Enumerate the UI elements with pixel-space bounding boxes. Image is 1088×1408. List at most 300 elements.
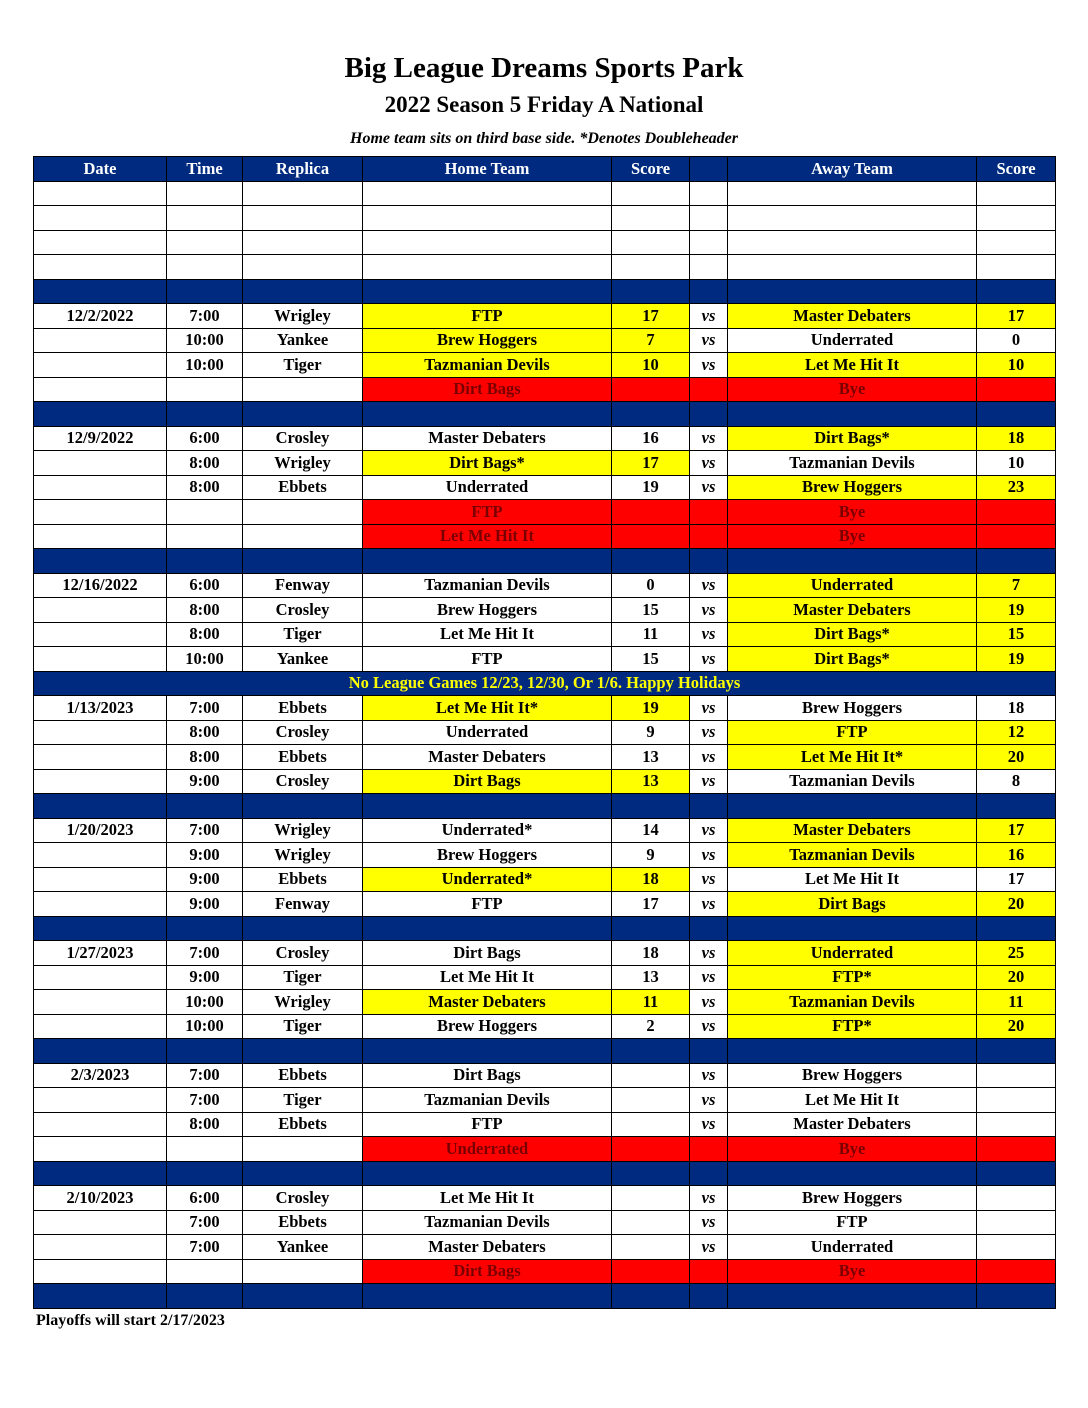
empty-cell — [167, 230, 243, 255]
vs-cell — [690, 377, 728, 402]
away-team-cell: Brew Hoggers — [728, 1186, 977, 1211]
separator-cell — [690, 1039, 728, 1064]
away-team-cell: Underrated — [728, 941, 977, 966]
away-team-cell: Bye — [728, 500, 977, 525]
home-score-cell: 11 — [612, 622, 690, 647]
away-team-cell: Master Debaters — [728, 598, 977, 623]
time-cell — [167, 1259, 243, 1284]
away-team-cell: Master Debaters — [728, 304, 977, 329]
home-team-cell: Dirt Bags* — [363, 451, 612, 476]
date-cell — [34, 1235, 167, 1260]
away-score-cell — [977, 524, 1056, 549]
away-team-cell: Dirt Bags* — [728, 622, 977, 647]
home-team-cell: Master Debaters — [363, 990, 612, 1015]
separator-cell — [690, 279, 728, 304]
separator-cell — [243, 402, 363, 427]
away-team-cell: Underrated — [728, 328, 977, 353]
empty-cell — [728, 206, 977, 231]
vs-cell: vs — [690, 941, 728, 966]
separator-cell — [612, 549, 690, 574]
schedule-body — [34, 181, 1056, 1308]
date-cell: 12/16/2022 — [34, 573, 167, 598]
home-team-cell: Dirt Bags — [363, 1063, 612, 1088]
time-cell: 7:00 — [167, 696, 243, 721]
separator-cell — [363, 1039, 612, 1064]
away-score-cell: 20 — [977, 892, 1056, 917]
replica-cell: Crosley — [243, 941, 363, 966]
home-score-cell: 16 — [612, 426, 690, 451]
away-team-cell: Bye — [728, 1137, 977, 1162]
time-cell: 6:00 — [167, 573, 243, 598]
away-score-cell: 23 — [977, 475, 1056, 500]
replica-cell: Tiger — [243, 1088, 363, 1113]
separator-row — [34, 1284, 1056, 1309]
vs-cell: vs — [690, 818, 728, 843]
vs-cell: vs — [690, 696, 728, 721]
separator-cell — [612, 1039, 690, 1064]
separator-cell — [612, 916, 690, 941]
vs-cell: vs — [690, 426, 728, 451]
separator-cell — [363, 402, 612, 427]
vs-cell: vs — [690, 353, 728, 378]
empty-cell — [690, 255, 728, 280]
replica-cell: Ebbets — [243, 475, 363, 500]
vs-cell: vs — [690, 769, 728, 794]
empty-cell — [243, 181, 363, 206]
replica-cell: Tiger — [243, 353, 363, 378]
blank-row — [34, 206, 1056, 231]
replica-cell: Yankee — [243, 647, 363, 672]
date-cell — [34, 328, 167, 353]
vs-cell — [690, 1259, 728, 1284]
vs-cell: vs — [690, 451, 728, 476]
empty-cell — [977, 181, 1056, 206]
vs-cell: vs — [690, 745, 728, 770]
home-score-cell: 18 — [612, 941, 690, 966]
vs-cell: vs — [690, 990, 728, 1015]
home-team-cell: Underrated — [363, 1137, 612, 1162]
replica-cell: Yankee — [243, 1235, 363, 1260]
date-cell: 1/13/2023 — [34, 696, 167, 721]
date-cell — [34, 1112, 167, 1137]
empty-cell — [977, 230, 1056, 255]
away-score-cell: 25 — [977, 941, 1056, 966]
away-score-cell: 19 — [977, 647, 1056, 672]
away-team-cell: Tazmanian Devils — [728, 990, 977, 1015]
time-cell: 6:00 — [167, 426, 243, 451]
away-score-cell: 15 — [977, 622, 1056, 647]
header-row — [34, 157, 1056, 182]
col-time: Time — [167, 157, 243, 182]
home-score-cell: 9 — [612, 720, 690, 745]
separator-cell — [243, 549, 363, 574]
home-team-cell: Master Debaters — [363, 745, 612, 770]
empty-cell — [690, 206, 728, 231]
doubleheader-note: Home team sits on third base side. *Denotes Doubleheader — [350, 130, 738, 147]
away-score-cell — [977, 1112, 1056, 1137]
empty-cell — [363, 230, 612, 255]
away-score-cell — [977, 1235, 1056, 1260]
date-cell — [34, 1137, 167, 1162]
game-row — [34, 867, 1056, 892]
game-row — [34, 941, 1056, 966]
separator-row — [34, 402, 1056, 427]
date-cell — [34, 451, 167, 476]
away-team-cell: Bye — [728, 524, 977, 549]
away-team-cell: Dirt Bags* — [728, 426, 977, 451]
game-row — [34, 818, 1056, 843]
game-row — [34, 745, 1056, 770]
separator-cell — [34, 1039, 167, 1064]
blank-row — [34, 255, 1056, 280]
separator-row — [34, 279, 1056, 304]
away-team-cell: Master Debaters — [728, 818, 977, 843]
replica-cell: Wrigley — [243, 451, 363, 476]
home-score-cell: 17 — [612, 451, 690, 476]
home-score-cell: 9 — [612, 843, 690, 868]
separator-cell — [728, 279, 977, 304]
game-row — [34, 769, 1056, 794]
home-team-cell: Dirt Bags — [363, 1259, 612, 1284]
separator-cell — [977, 1039, 1056, 1064]
time-cell: 8:00 — [167, 720, 243, 745]
away-team-cell: Underrated — [728, 573, 977, 598]
date-cell — [34, 745, 167, 770]
home-score-cell — [612, 1137, 690, 1162]
replica-cell: Fenway — [243, 573, 363, 598]
home-score-cell: 7 — [612, 328, 690, 353]
date-cell — [34, 769, 167, 794]
separator-row — [34, 916, 1056, 941]
game-row — [34, 720, 1056, 745]
game-row — [34, 1210, 1056, 1235]
vs-cell: vs — [690, 622, 728, 647]
away-team-cell: Dirt Bags — [728, 892, 977, 917]
empty-cell — [34, 181, 167, 206]
separator-cell — [167, 916, 243, 941]
separator-cell — [728, 1284, 977, 1309]
separator-cell — [690, 549, 728, 574]
separator-cell — [612, 402, 690, 427]
away-score-cell: 18 — [977, 426, 1056, 451]
away-score-cell — [977, 377, 1056, 402]
date-cell — [34, 598, 167, 623]
replica-cell: Wrigley — [243, 843, 363, 868]
home-team-cell: Tazmanian Devils — [363, 573, 612, 598]
separator-cell — [690, 794, 728, 819]
away-score-cell — [977, 500, 1056, 525]
game-row — [34, 1088, 1056, 1113]
vs-cell: vs — [690, 475, 728, 500]
time-cell — [167, 377, 243, 402]
home-team-cell: Tazmanian Devils — [363, 353, 612, 378]
home-team-cell: Dirt Bags — [363, 769, 612, 794]
separator-cell — [34, 549, 167, 574]
date-cell — [34, 1088, 167, 1113]
vs-cell — [690, 1137, 728, 1162]
away-score-cell: 20 — [977, 745, 1056, 770]
game-row — [34, 328, 1056, 353]
home-team-cell: Underrated* — [363, 867, 612, 892]
empty-cell — [34, 230, 167, 255]
col-home-score: Score — [612, 157, 690, 182]
time-cell — [167, 524, 243, 549]
separator-cell — [34, 279, 167, 304]
away-team-cell: FTP — [728, 1210, 977, 1235]
replica-cell: Wrigley — [243, 304, 363, 329]
empty-cell — [690, 230, 728, 255]
replica-cell — [243, 1137, 363, 1162]
vs-cell — [690, 500, 728, 525]
separator-cell — [34, 794, 167, 819]
separator-cell — [690, 1161, 728, 1186]
separator-cell — [977, 916, 1056, 941]
time-cell: 10:00 — [167, 328, 243, 353]
home-team-cell: Dirt Bags — [363, 941, 612, 966]
home-team-cell: Let Me Hit It* — [363, 696, 612, 721]
replica-cell: Ebbets — [243, 1063, 363, 1088]
vs-cell: vs — [690, 720, 728, 745]
separator-cell — [690, 402, 728, 427]
home-score-cell — [612, 1088, 690, 1113]
separator-cell — [363, 1161, 612, 1186]
vs-cell: vs — [690, 1014, 728, 1039]
game-row — [34, 1063, 1056, 1088]
empty-cell — [612, 206, 690, 231]
date-cell: 12/9/2022 — [34, 426, 167, 451]
away-team-cell: Bye — [728, 1259, 977, 1284]
time-cell: 8:00 — [167, 475, 243, 500]
separator-cell — [243, 1161, 363, 1186]
replica-cell: Fenway — [243, 892, 363, 917]
separator-cell — [977, 794, 1056, 819]
time-cell: 8:00 — [167, 622, 243, 647]
separator-cell — [243, 1284, 363, 1309]
home-score-cell — [612, 1235, 690, 1260]
time-cell: 9:00 — [167, 867, 243, 892]
bye-row — [34, 524, 1056, 549]
empty-cell — [34, 206, 167, 231]
separator-cell — [690, 916, 728, 941]
home-score-cell — [612, 500, 690, 525]
away-score-cell: 17 — [977, 818, 1056, 843]
home-team-cell: Brew Hoggers — [363, 843, 612, 868]
vs-cell: vs — [690, 1088, 728, 1113]
separator-cell — [167, 1284, 243, 1309]
home-team-cell: FTP — [363, 500, 612, 525]
away-score-cell: 8 — [977, 769, 1056, 794]
empty-cell — [363, 181, 612, 206]
game-row — [34, 892, 1056, 917]
game-row — [34, 965, 1056, 990]
separator-cell — [977, 279, 1056, 304]
time-cell: 8:00 — [167, 598, 243, 623]
home-score-cell — [612, 1259, 690, 1284]
time-cell: 7:00 — [167, 941, 243, 966]
separator-cell — [243, 916, 363, 941]
vs-cell: vs — [690, 1210, 728, 1235]
separator-cell — [363, 1284, 612, 1309]
home-score-cell: 13 — [612, 769, 690, 794]
game-row — [34, 647, 1056, 672]
empty-cell — [243, 230, 363, 255]
date-cell — [34, 377, 167, 402]
vs-cell: vs — [690, 647, 728, 672]
separator-row — [34, 794, 1056, 819]
away-score-cell — [977, 1063, 1056, 1088]
bye-row — [34, 1137, 1056, 1162]
home-team-cell: Let Me Hit It — [363, 965, 612, 990]
home-team-cell: FTP — [363, 304, 612, 329]
away-team-cell: Tazmanian Devils — [728, 451, 977, 476]
home-team-cell: Tazmanian Devils — [363, 1088, 612, 1113]
game-row — [34, 598, 1056, 623]
date-cell — [34, 892, 167, 917]
separator-cell — [977, 549, 1056, 574]
game-row — [34, 304, 1056, 329]
home-team-cell: Let Me Hit It — [363, 524, 612, 549]
away-score-cell: 16 — [977, 843, 1056, 868]
away-team-cell: Let Me Hit It — [728, 1088, 977, 1113]
away-team-cell: FTP* — [728, 965, 977, 990]
empty-cell — [612, 181, 690, 206]
home-score-cell: 15 — [612, 647, 690, 672]
home-score-cell — [612, 377, 690, 402]
away-score-cell: 20 — [977, 1014, 1056, 1039]
date-cell — [34, 990, 167, 1015]
home-score-cell: 0 — [612, 573, 690, 598]
home-team-cell: Underrated — [363, 720, 612, 745]
replica-cell: Crosley — [243, 426, 363, 451]
vs-cell: vs — [690, 892, 728, 917]
col-away-team: Away Team — [728, 157, 977, 182]
separator-cell — [167, 279, 243, 304]
date-cell — [34, 622, 167, 647]
replica-cell: Crosley — [243, 598, 363, 623]
page-title: Big League Dreams Sports Park — [344, 52, 744, 84]
separator-cell — [34, 916, 167, 941]
game-row — [34, 475, 1056, 500]
separator-cell — [167, 1161, 243, 1186]
replica-cell: Tiger — [243, 1014, 363, 1039]
away-score-cell — [977, 1186, 1056, 1211]
col-replica: Replica — [243, 157, 363, 182]
away-score-cell: 11 — [977, 990, 1056, 1015]
vs-cell: vs — [690, 1235, 728, 1260]
col-home-team: Home Team — [363, 157, 612, 182]
home-team-cell: FTP — [363, 892, 612, 917]
home-team-cell: Underrated — [363, 475, 612, 500]
replica-cell: Wrigley — [243, 990, 363, 1015]
home-team-cell: Dirt Bags — [363, 377, 612, 402]
date-cell — [34, 1014, 167, 1039]
separator-cell — [612, 279, 690, 304]
replica-cell: Wrigley — [243, 818, 363, 843]
home-score-cell — [612, 1063, 690, 1088]
game-row — [34, 353, 1056, 378]
home-score-cell: 15 — [612, 598, 690, 623]
bye-row — [34, 377, 1056, 402]
away-score-cell — [977, 1259, 1056, 1284]
replica-cell: Ebbets — [243, 696, 363, 721]
date-cell — [34, 353, 167, 378]
away-score-cell — [977, 1210, 1056, 1235]
vs-cell: vs — [690, 328, 728, 353]
date-cell: 12/2/2022 — [34, 304, 167, 329]
date-cell — [34, 500, 167, 525]
replica-cell: Ebbets — [243, 1112, 363, 1137]
home-score-cell: 10 — [612, 353, 690, 378]
away-score-cell: 12 — [977, 720, 1056, 745]
separator-cell — [363, 279, 612, 304]
away-team-cell: Underrated — [728, 1235, 977, 1260]
empty-cell — [34, 255, 167, 280]
separator-cell — [167, 402, 243, 427]
time-cell: 8:00 — [167, 1112, 243, 1137]
empty-cell — [243, 255, 363, 280]
home-score-cell: 17 — [612, 892, 690, 917]
time-cell: 7:00 — [167, 1210, 243, 1235]
replica-cell: Tiger — [243, 622, 363, 647]
empty-cell — [167, 255, 243, 280]
separator-cell — [612, 794, 690, 819]
separator-row — [34, 1039, 1056, 1064]
separator-cell — [728, 549, 977, 574]
game-row — [34, 1235, 1056, 1260]
away-team-cell: Brew Hoggers — [728, 1063, 977, 1088]
home-score-cell: 18 — [612, 867, 690, 892]
vs-cell: vs — [690, 598, 728, 623]
empty-cell — [167, 206, 243, 231]
date-cell — [34, 867, 167, 892]
separator-cell — [243, 1039, 363, 1064]
empty-cell — [612, 255, 690, 280]
replica-cell: Ebbets — [243, 745, 363, 770]
away-score-cell: 10 — [977, 451, 1056, 476]
bye-row — [34, 1259, 1056, 1284]
home-team-cell: Brew Hoggers — [363, 1014, 612, 1039]
empty-cell — [977, 255, 1056, 280]
away-score-cell: 10 — [977, 353, 1056, 378]
replica-cell — [243, 500, 363, 525]
home-team-cell: Underrated* — [363, 818, 612, 843]
empty-cell — [167, 181, 243, 206]
separator-cell — [167, 549, 243, 574]
date-cell — [34, 475, 167, 500]
separator-cell — [34, 402, 167, 427]
empty-cell — [363, 255, 612, 280]
away-team-cell: Let Me Hit It — [728, 353, 977, 378]
time-cell: 7:00 — [167, 1235, 243, 1260]
away-score-cell: 17 — [977, 867, 1056, 892]
away-team-cell: Let Me Hit It* — [728, 745, 977, 770]
replica-cell — [243, 1259, 363, 1284]
time-cell: 8:00 — [167, 451, 243, 476]
time-cell: 10:00 — [167, 1014, 243, 1039]
away-team-cell: Brew Hoggers — [728, 475, 977, 500]
replica-cell: Crosley — [243, 720, 363, 745]
time-cell: 6:00 — [167, 1186, 243, 1211]
home-score-cell: 13 — [612, 745, 690, 770]
home-score-cell — [612, 524, 690, 549]
time-cell: 8:00 — [167, 745, 243, 770]
separator-cell — [243, 794, 363, 819]
playoffs-note: Playoffs will start 2/17/2023 — [36, 1312, 225, 1329]
vs-cell: vs — [690, 965, 728, 990]
empty-cell — [243, 206, 363, 231]
home-score-cell: 11 — [612, 990, 690, 1015]
home-score-cell: 14 — [612, 818, 690, 843]
